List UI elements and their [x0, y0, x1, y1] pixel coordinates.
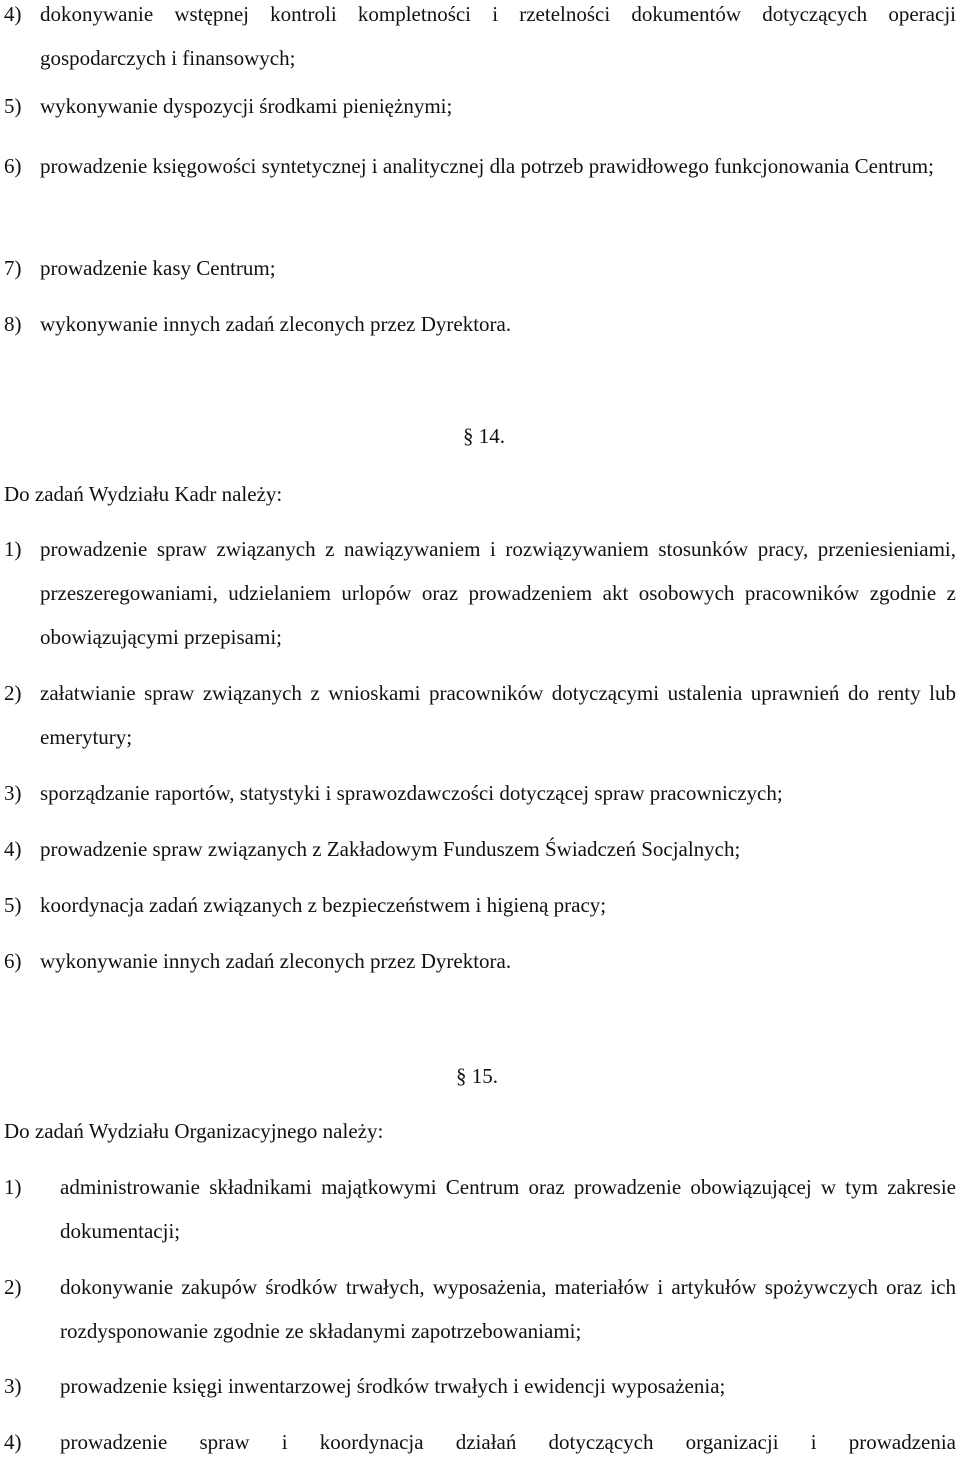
item-text: administrowanie składnikami majątkowymi Centrum oraz prowadzenie obowiązującej w tym zakresie dokumentacji;	[60, 1175, 956, 1243]
list-item	[0, 1364, 956, 1408]
item-text: wykonywanie dyspozycji środkami pieniężnymi;	[40, 94, 453, 118]
item-text: wykonywanie innych zadań zleconych przez Dyrektora.	[40, 949, 512, 973]
item-text: prowadzenie spraw i koordynacja działań dotyczących organizacji i prowadzenia	[60, 1430, 956, 1454]
item-number: 5)	[4, 94, 22, 118]
list-item	[0, 883, 956, 927]
item-number: 7)	[4, 256, 22, 280]
section-intro: Do zadań Wydziału Kadr należy:	[4, 482, 283, 506]
item-number: 3)	[4, 781, 22, 805]
list-item	[0, 1420, 956, 1464]
item-number: 8)	[4, 312, 22, 336]
item-number: 4)	[4, 1430, 22, 1454]
item-text: prowadzenie księgowości syntetycznej i analitycznej dla potrzeb prawidłowego funkcjonowania Centrum;	[40, 154, 934, 178]
list-item	[0, 302, 956, 346]
item-text: załatwianie spraw związanych z wnioskami pracowników dotyczącymi ustalenia uprawnień do renty lub emerytury;	[40, 681, 956, 749]
item-number: 6)	[4, 154, 22, 178]
item-text: prowadzenie kasy Centrum;	[40, 256, 276, 280]
item-number: 2)	[4, 1275, 22, 1299]
list-item	[0, 1165, 956, 1253]
list-item	[0, 144, 956, 188]
list-item	[0, 827, 956, 871]
item-text: prowadzenie księgi inwentarzowej środków trwałych i ewidencji wyposażenia;	[60, 1374, 726, 1398]
item-text: prowadzenie spraw związanych z Zakładowym Funduszem Świadczeń Socjalnych;	[40, 837, 741, 861]
list-item	[0, 527, 956, 659]
item-text: wykonywanie innych zadań zleconych przez Dyrektora.	[40, 312, 512, 336]
item-number: 2)	[4, 681, 22, 705]
list-item	[0, 246, 956, 290]
list-item	[0, 1265, 956, 1353]
item-number: 5)	[4, 893, 22, 917]
list-item	[0, 84, 956, 128]
item-number: 6)	[4, 949, 22, 973]
item-number: 3)	[4, 1374, 22, 1398]
item-number: 4)	[4, 2, 22, 26]
list-item	[0, 939, 956, 983]
item-number: 4)	[4, 837, 22, 861]
list-item	[0, 671, 956, 759]
item-text: sporządzanie raportów, statystyki i sprawozdawczości dotyczącej spraw pracowniczych;	[40, 781, 783, 805]
item-text: dokonywanie zakupów środków trwałych, wyposażenia, materiałów i artykułów spożywczych oraz ich rozdysponowanie zgodnie ze składanymi zapotrzebowaniami;	[60, 1275, 956, 1343]
item-text: dokonywanie wstępnej kontroli kompletności i rzetelności dokumentów dotyczących operacji gospodarczych i finansowych;	[40, 2, 956, 70]
list-item	[0, 0, 956, 80]
section-intro: Do zadań Wydziału Organizacyjnego należy:	[4, 1119, 384, 1143]
item-number: 1)	[4, 537, 22, 561]
item-text: prowadzenie spraw związanych z nawiązywaniem i rozwiązywaniem stosunków pracy, przeniesieniami, przeszeregowaniami, udzielaniem urlopów oraz prowadzeniem akt osobowych pracowników zgodnie z obowiązującymi przepisami;	[40, 537, 956, 649]
section-mark: § 14.	[463, 424, 505, 448]
section-mark: § 15.	[456, 1064, 498, 1088]
item-text: koordynacja zadań związanych z bezpieczeństwem i higieną pracy;	[40, 893, 607, 917]
item-number: 1)	[4, 1175, 22, 1199]
list-item	[0, 771, 956, 815]
